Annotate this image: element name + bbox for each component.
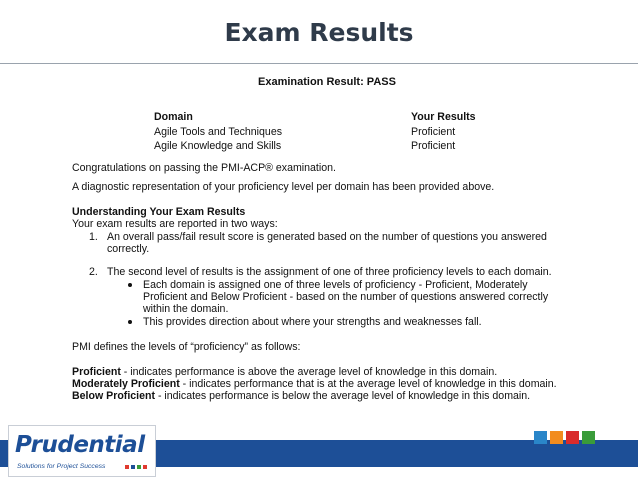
bullet1-line1: Each domain is assigned one of three levels of proficiency - Proficient, Moderately [143,279,528,291]
item1-line2: correctly. [107,243,150,255]
logo-square [143,465,147,469]
table-cell-domain: Agile Knowledge and Skills [154,140,282,152]
list-number: 1. [89,231,98,243]
bullet-icon [128,283,132,287]
level-description: - indicates performance that is at the average level of knowledge in this domain. [179,378,557,390]
level-term: Below Proficient [72,390,155,402]
item2-line1: The second level of results is the assignment of one of three proficiency levels to each domain. [107,266,552,278]
level-definition [72,378,557,390]
level-definition [72,390,530,402]
bullet1-line3: within the domain. [143,303,229,315]
table-cell-result: Proficient [411,126,456,138]
level-definition [72,366,497,378]
level-description: - indicates performance is below the average level of knowledge in this domain. [155,390,531,402]
logo-tagline: Solutions for Project Success [17,463,106,470]
table-cell-domain: Agile Tools and Techniques [154,126,283,138]
corner-square [534,431,547,444]
corner-square [550,431,563,444]
slide-title: Exam Results [224,18,414,47]
logo-square [125,465,129,469]
prudential-logo [8,425,156,477]
bullet-icon [128,320,132,324]
table-cell-result: Proficient [411,140,456,152]
bullet1-line2: Proficient and Below Proficient - based on the number of questions answered correctly [143,291,549,303]
table-header-results: Your Results [411,111,476,123]
diagnostic-text: A diagnostic representation of your proficiency level per domain has been provided above. [72,181,495,193]
understanding-heading: Understanding Your Exam Results [72,206,246,218]
title-divider [0,63,638,64]
congratulations-text: Congratulations on passing the PMI-ACP® examination. [72,162,336,174]
table-header-domain: Domain [154,111,193,123]
corner-square [566,431,579,444]
level-term: Proficient [72,366,121,378]
level-description: - indicates performance is above the average level of knowledge in this domain. [120,366,498,378]
intro-text: Your exam results are reported in two ways: [72,218,278,230]
logo-square [137,465,141,469]
logo-square [131,465,135,469]
level-term: Moderately Proficient [72,378,180,390]
corner-square [582,431,595,444]
result-heading: Examination Result: PASS [258,76,396,88]
bullet2-text: This provides direction about where your strengths and weaknesses fall. [143,316,482,328]
logo-wordmark: Prudential [15,432,145,458]
list-number: 2. [89,266,98,278]
item1-line1: An overall pass/fail result score is generated based on the number of questions you answered [107,231,547,243]
pmi-defines-text: PMI defines the levels of “proficiency” as follows: [72,341,301,353]
